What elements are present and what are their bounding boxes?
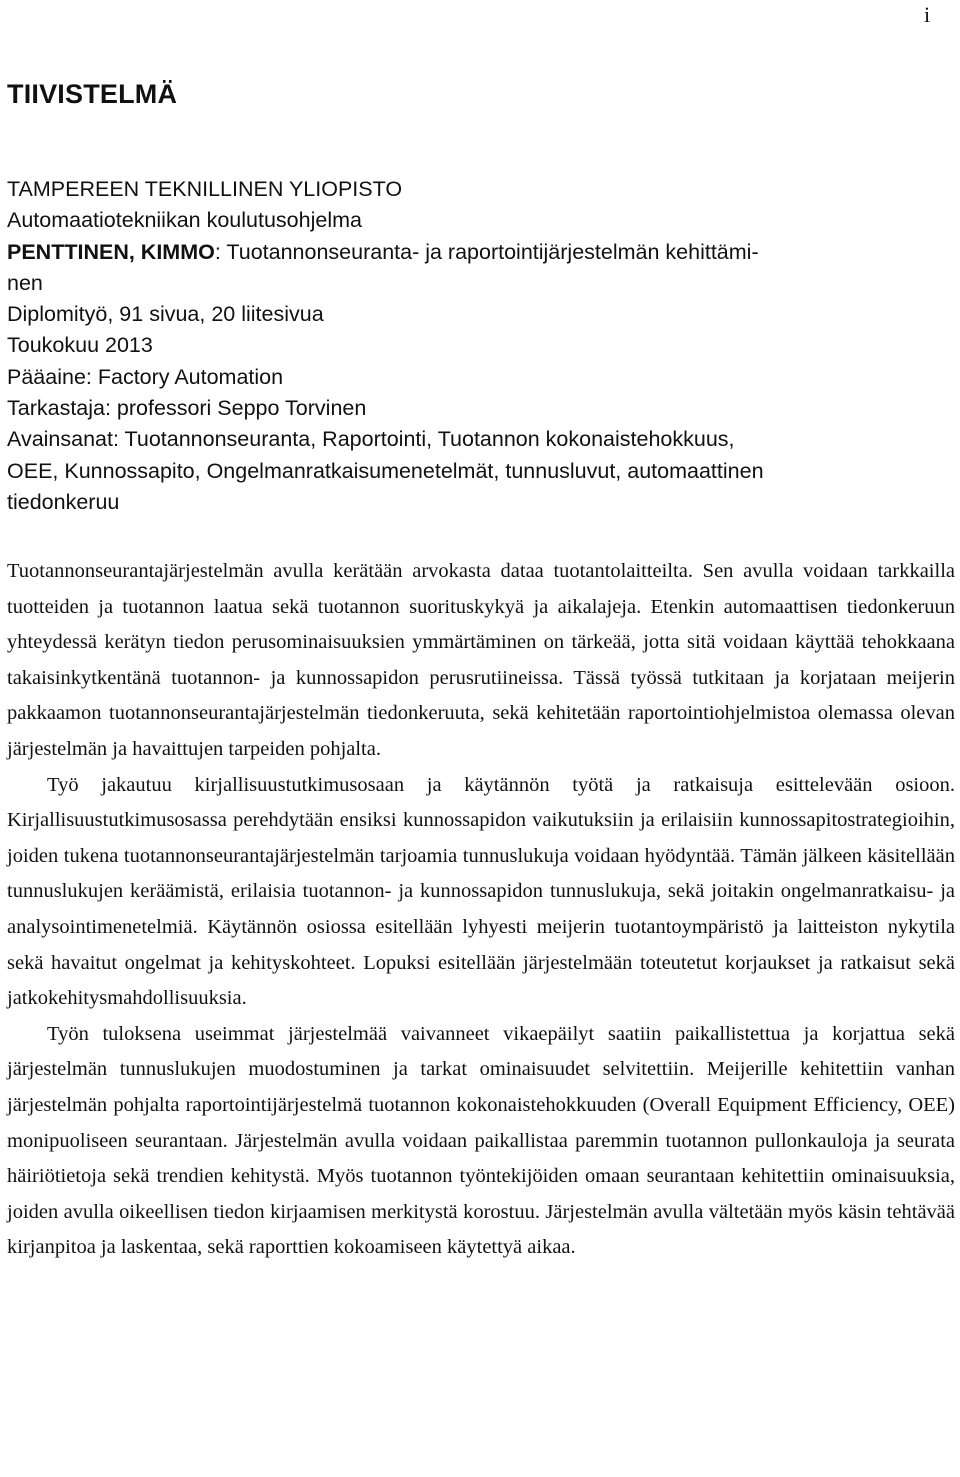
major-line: Pääaine: Factory Automation — [7, 364, 284, 389]
author-name: PENTTINEN, KIMMO — [7, 239, 215, 264]
university-line: TAMPEREEN TEKNILLINEN YLIOPISTO — [7, 177, 403, 201]
abstract-paragraph: Tuotannonseurantajärjestelmän avulla kerätään arvokasta dataa tuotantolaitteilta. Sen avulla voidaan tarkkailla tuotteiden ja tuotannon laatua sekä tuotannon suorituskykyä ja aikalajeja. Etenkin automaattisen tiedonkeruun yhteydessä kerätyn tiedon perusominaisuuksien ymmärtäminen on tärkeää, jotta sitä voidaan käyttää tehokkaana takaisinkytkentänä tuotannon- ja kunnossapidon perusrutiineissa. Tässä työssä tutkitaan ja korjataan meijerin pakkaamon tuotannonseurantajärjestelmän tiedonkeruuta, sekä kehitetään raportointiohjelmistoa olemassa olevan järjestelmän ja havaittujen tarpeiden pohjalta. — [7, 560, 955, 760]
date-line: Toukokuu 2013 — [7, 333, 153, 358]
page-number: i — [924, 2, 931, 27]
thesis-title-continued: nen — [7, 270, 43, 295]
examiner-line: Tarkastaja: professori Seppo Torvinen — [7, 396, 367, 421]
abstract-paragraph: Työ jakautuu kirjallisuustutkimusosaan ja käytännön työtä ja ratkaisuja esittelevään osioon. Kirjallisuustutkimusosassa perehdytään ensiksi kunnossapidon vaikutuksiin ja erilaisiin kunnossapitostrategioihin, joiden tukena tuotannonseurantajärjestelmän tarjoamia tunnuslukuja voidaan hyödyntää. Tämän jälkeen käsitellään tunnuslukujen keräämistä, erilaisia tuotannon- ja kunnossapidon tunnuslukuja, sekä joitakin ongelmanratkaisu- ja analysointimenetelmiä. Käytännön osiossa esitellään lyhyesti meijerin tuotantoympäristö ja laitteiston nykytila sekä havaitut ongelmat ja kehityskohteet. Lopuksi esitellään järjestelmään toteutetut korjaukset ja ratkaisut sekä jatkokehitysmahdollisuuksia. — [7, 773, 955, 1010]
keywords-line: Avainsanat: Tuotannonseuranta, Raportointi, Tuotannon kokonaistehokkuus, — [7, 427, 735, 452]
thesis-info-line: Diplomityö, 91 sivua, 20 liitesivua — [7, 302, 324, 327]
keywords-line: OEE, Kunnossapito, Ongelmanratkaisumenetelmät, tunnusluvut, automaattinen — [7, 458, 764, 483]
page-title: TIIVISTELMÄ — [7, 79, 178, 109]
author-title-line — [7, 237, 952, 268]
programme-line: Automaatiotekniikan koulutusohjelma — [7, 208, 362, 233]
keywords-line: tiedonkeruu — [7, 489, 120, 514]
abstract-body — [7, 554, 955, 1266]
thesis-title: : Tuotannonseuranta- ja raportointijärjestelmän kehittämi- — [214, 239, 759, 264]
abstract-paragraph: Työn tuloksena useimmat järjestelmää vaivanneet vikaepäilyt saatiin paikallistettua ja korjattua sekä järjestelmän tunnuslukujen muodostuminen ja tarkat ominaisuudet selvitettiin. Meijerille kehitettiin vanhan järjestelmän pohjalta raportointijärjestelmä tuotannon kokonaistehokkuuden (Overall Equipment Efficiency, OEE) monipuoliseen seurantaan. Järjestelmän avulla voidaan paikallistaa paremmin tuotannon pullonkauloja ja seurata häiriötietoja sekä trendien kehitystä. Myös tuotannon työntekijöiden omaan seurantaan kehitettiin ominaisuuksia, joiden avulla oikeellisen tiedon kirjaamisen merkitystä korostuu. Järjestelmän avulla vältetään myös käsin tehtävää kirjanpitoa ja laskentaa, sekä raporttien kokoamiseen käytettyä aikaa. — [7, 1022, 955, 1259]
thesis-metadata — [7, 174, 952, 518]
